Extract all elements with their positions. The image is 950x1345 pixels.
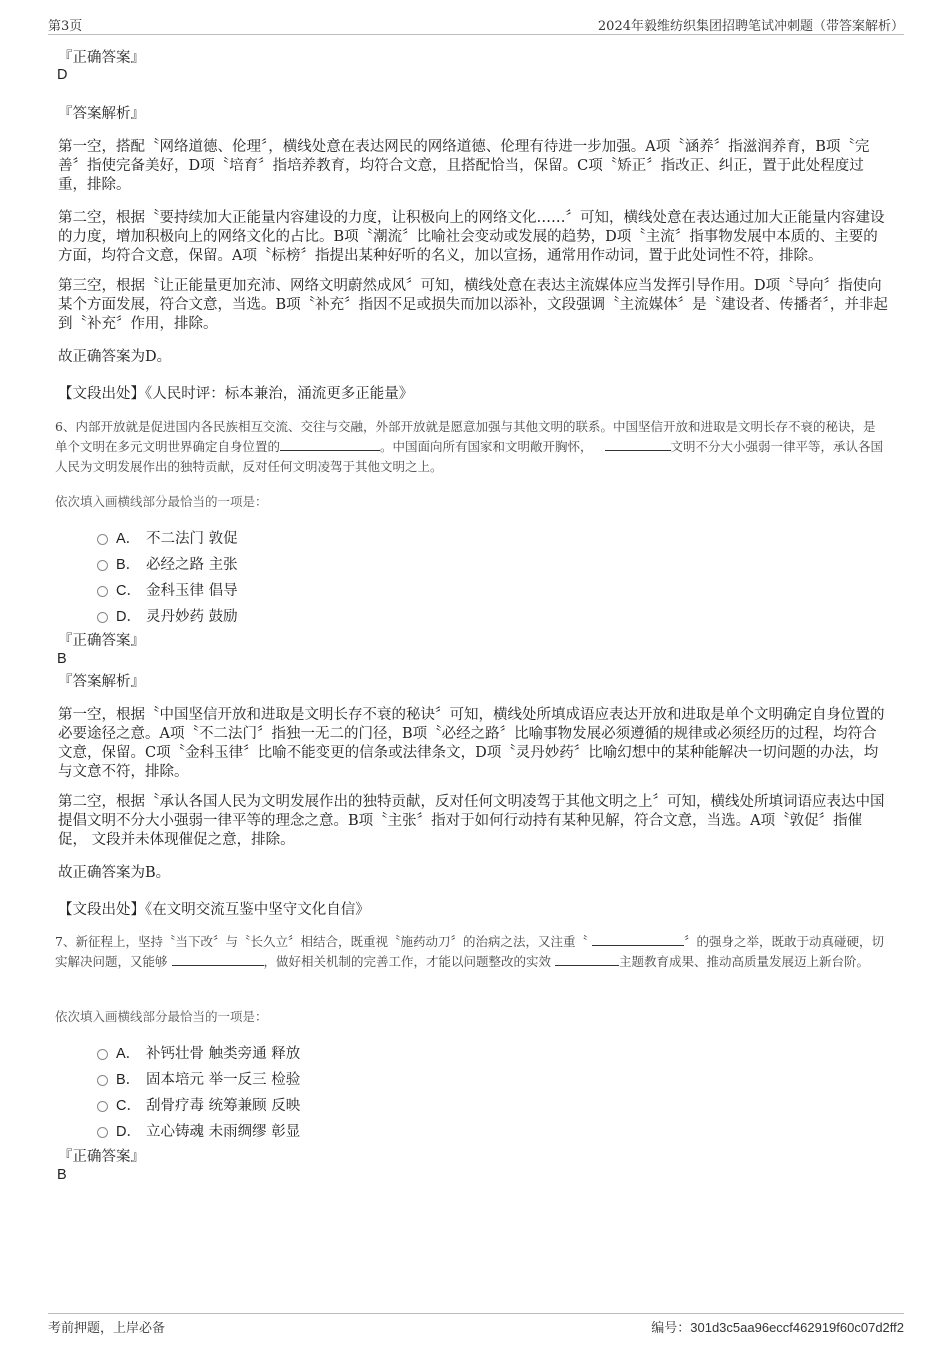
q5-analysis-label: 『答案解析』: [58, 106, 145, 122]
q7-stem-part-c: ，做好相关机制的完善工作，才能以问题整改的实效: [263, 954, 552, 969]
q7-stem-part-a: 7、新征程上，坚持〝当下改〞与〝长久立〞相结合，既重视〝施药动刀〞的治病之法，又注重〝: [55, 934, 588, 949]
q6-option-d[interactable]: D． 灵丹妙药 鼓励: [97, 605, 238, 625]
q7-option-b[interactable]: B． 固本培元 举一反三 检验: [97, 1068, 300, 1088]
page-footer: [48, 1313, 904, 1334]
radio-icon[interactable]: [97, 1101, 108, 1112]
q6-option-a[interactable]: A． 不二法门 敦促: [97, 527, 238, 547]
q5-answer-label: 『正确答案』: [58, 50, 145, 66]
q7-stem: [55, 932, 885, 972]
q6-option-c[interactable]: C． 金科玉律 倡导: [97, 579, 238, 599]
q7-option-c[interactable]: C． 刮骨疗毒 统筹兼顾 反映: [97, 1094, 300, 1114]
q7-blank-3: [555, 952, 619, 966]
q7-stem-part-d: 主题教育成果、推动高质量发展迈上新台阶。: [619, 954, 870, 969]
q6-analysis-p1: 第一空，根据〝中国坚信开放和进取是文明长存不衰的秘诀〞可知，横线处所填成语应表达开放和进取是单个文明确定自身位置的必要途径之意。A项〝不二法门〞指独一无二的门径，B项〝必经之路〞比喻事物发展必须遵循的规律或必须经历的过程，均符合文意，保留。C项〝金科玉律〞比喻不能变更的信条或法律条文，D项〝灵丹妙药〞比喻幻想中的某种能解决一切问题的办法，均与文意不符，排除。: [58, 707, 885, 780]
q5-analysis-p3: 第三空，根据〝让正能量更加充沛、网络文明蔚然成风〞可知，横线处意在表达主流媒体应当发挥引导作用。D项〝导向〞指使向某个方面发展，符合文意，当选。B项〝补充〞指因不足或损失而加以添补，文段强调〝主流媒体〞是〝建设者、传播者〞，并非起到〝补充〞作用，排除。: [58, 278, 888, 332]
radio-icon[interactable]: [97, 560, 108, 571]
q6-option-b[interactable]: B． 必经之路 主张: [97, 553, 238, 573]
radio-icon[interactable]: [97, 612, 108, 623]
radio-icon[interactable]: [97, 1127, 108, 1138]
page-number: 第3页: [48, 19, 83, 34]
radio-icon[interactable]: [97, 534, 108, 545]
q7-answer-label: 『正确答案』: [58, 1149, 145, 1165]
q7-option-d[interactable]: D． 立心铸魂 未雨绸缪 彰显: [97, 1120, 300, 1140]
q6-source: 【文段出处】《在文明交流互鉴中坚守文化自信》: [58, 902, 370, 918]
footer-slogan: 考前押题，上岸必备: [48, 1321, 166, 1336]
radio-icon[interactable]: [97, 1075, 108, 1086]
q7-option-a[interactable]: A． 补钙壮骨 触类旁通 释放: [97, 1042, 300, 1062]
document-title: 2024年毅维纺织集团招聘笔试冲刺题（带答案解析）: [597, 19, 904, 34]
q7-stem-part-b: 〞的强身之举，既敢于动真碰硬，切实解决问题，又能够: [55, 934, 884, 969]
q5-conclusion: 故正确答案为D。: [58, 349, 172, 365]
q5-analysis-p1: 第一空，搭配〝网络道德、伦理〞，横线处意在表达网民的网络道德、伦理有待进一步加强。A项〝涵养〞指滋润养育，B项〝完善〞指使完备美好，D项〝培育〞指培养教育，均符合文意，且搭配恰当，保留。C项〝矫正〞指改正、纠正，置于此处程度过重，排除。: [58, 139, 870, 193]
q5-answer: D: [57, 67, 68, 83]
q6-instruction: 依次填入画横线部分最恰当的一项是：: [55, 494, 268, 509]
q7-blank-1: [592, 932, 684, 946]
q6-stem-part-c: 文明不分大小强弱一律平等，承认各国人民为文明发展作出的独特贡献，反对任何文明凌驾于其他文明之上。: [55, 439, 884, 474]
document-serial: 编号：301d3c5aa96eccf462919f60c07d2ff2: [651, 1320, 904, 1335]
q6-blank-2: [605, 437, 671, 451]
q6-stem-part-a: 6、内部开放就是促进国内各民族相互交流、交往与交融，外部开放就是愿意加强与其他文明的联系。中国坚信开放和进取是文明长存不衰的秘诀，是单个文明在多元文明世界确定自身位置的: [55, 419, 876, 454]
q5-source: 【文段出处】《人民时评：标本兼治，涌流更多正能量》: [58, 386, 414, 402]
q7-instruction: 依次填入画横线部分最恰当的一项是：: [55, 1009, 268, 1024]
q7-blank-2: [172, 952, 264, 966]
q6-blank-1: [280, 437, 380, 451]
page-header: [48, 14, 904, 35]
q6-conclusion: 故正确答案为B。: [58, 865, 171, 881]
q6-answer: B: [57, 651, 67, 667]
q6-stem: [55, 417, 885, 477]
q7-answer: B: [57, 1167, 67, 1183]
radio-icon[interactable]: [97, 586, 108, 597]
radio-icon[interactable]: [97, 1049, 108, 1060]
q6-answer-label: 『正确答案』: [58, 633, 145, 649]
q6-analysis-p2: 第二空，根据〝承认各国人民为文明发展作出的独特贡献，反对任何文明凌驾于其他文明之上〞可知，横线处所填词语应表达中国提倡文明不分大小强弱一律平等的理念之意。B项〝主张〞指对于如何行动持有某种见解，符合文意，当选。A项〝敦促〞指催促， 文段并未体现催促之意，排除。: [58, 794, 885, 848]
q5-analysis-p2: 第二空，根据〝要持续加大正能量内容建设的力度，让积极向上的网络文化……〞可知，横线处意在表达通过加大正能量内容建设的力度，增加积极向上的网络文化的占比。B项〝潮流〞比喻社会变动或发展的趋势，D项〝主流〞指事物发展中本质的、主要的方面，均符合文意，保留。A项〝标榜〞指提出某种好听的名义，加以宣扬，通常用作动词，置于此处词性不符，排除。: [58, 210, 885, 264]
q6-analysis-label: 『答案解析』: [58, 674, 145, 690]
q6-stem-part-b: 。中国面向所有国家和文明敞开胸怀，: [380, 439, 593, 454]
